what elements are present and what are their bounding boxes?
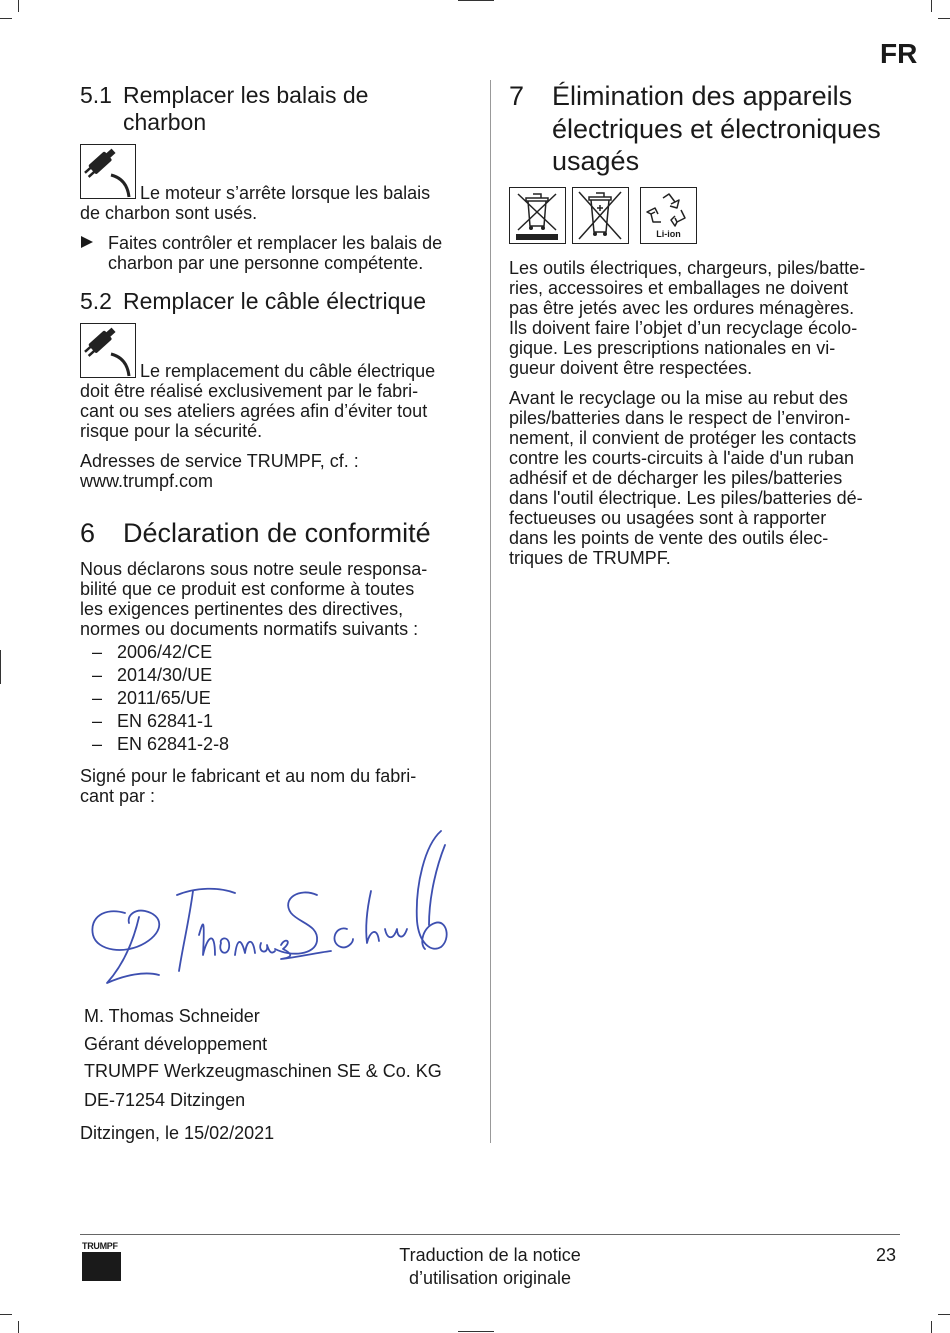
note-text: cant ou ses ateliers agrées afin d’éviter tout — [80, 401, 428, 421]
logo-text: TRUMPF — [82, 1241, 118, 1251]
crop-mark — [458, 0, 494, 1]
battery-disposal-bin-icon — [572, 187, 629, 244]
section-6-heading — [80, 517, 480, 550]
logo-block — [82, 1252, 121, 1281]
company-name: TRUMPF Werkzeugmaschinen SE & Co. KG — [84, 1061, 442, 1081]
section-title-line: charbon — [123, 109, 207, 135]
body-text: gique. Les prescriptions nationales en vi- — [509, 338, 836, 358]
section-title-line: électriques et électroniques — [552, 113, 881, 144]
dash-bullet: – — [92, 642, 103, 662]
body-text: Nous déclarons sous notre seule responsa- — [80, 559, 428, 579]
section-number: 6 — [80, 518, 96, 548]
section-title-line: Déclaration de conformité — [123, 518, 431, 548]
body-text: piles/batteries dans le respect de l’environ- — [509, 408, 851, 428]
body-text: les exigences pertinentes des directives, — [80, 599, 404, 619]
crop-mark — [938, 18, 950, 19]
step-arrow-icon — [81, 236, 93, 248]
body-text: nement, il convient de protéger les contacts — [509, 428, 857, 448]
weee-crossed-bin-icon — [509, 187, 566, 244]
body-text: dans l'outil électrique. Les piles/batteries dé- — [509, 488, 863, 508]
dash-bullet: – — [92, 734, 103, 754]
unplug-icon — [80, 323, 136, 378]
body-text: contre les courts-circuits à l'aide d'un ruban — [509, 448, 855, 468]
unplug-icon — [80, 144, 136, 199]
body-text: Avant le recyclage ou la mise au rebut des — [509, 388, 848, 408]
crop-mark — [18, 1321, 19, 1333]
service-url-link[interactable]: www.trumpf.com — [80, 471, 214, 491]
step-text: Faites contrôler et remplacer les balais de — [108, 233, 443, 253]
directive-value: EN 62841-1 — [117, 711, 214, 731]
body-text: adhésif et de décharger les piles/batteries — [509, 468, 843, 488]
directive-list — [80, 642, 480, 757]
dash-bullet: – — [92, 711, 103, 731]
body-text: dans les points de vente des outils élec- — [509, 528, 829, 548]
section-title-line: usagés — [552, 146, 640, 176]
crop-mark — [938, 1314, 950, 1315]
body-text: normes ou documents normatifs suivants : — [80, 619, 419, 639]
disposal-paragraph-1 — [509, 258, 929, 378]
dash-bullet: – — [92, 688, 103, 708]
body-text: Les outils électriques, chargeurs, piles/batte- — [509, 258, 866, 278]
footer-caption — [340, 1244, 640, 1290]
signer-name: M. Thomas Schneider — [84, 1006, 260, 1026]
section-number: 5.1 — [80, 82, 112, 108]
body-text: ries, accessoires et emballages ne doivent — [509, 278, 849, 298]
crop-mark — [0, 650, 1, 684]
trumpf-logo — [82, 1241, 122, 1281]
crop-mark — [18, 0, 19, 12]
body-text: triques de TRUMPF. — [509, 548, 671, 568]
signature-image — [85, 825, 455, 995]
dash-bullet: – — [92, 665, 103, 685]
section-number: 5.2 — [80, 288, 112, 314]
section-7-heading — [509, 80, 929, 180]
recycling-icon — [640, 187, 697, 244]
column-divider — [490, 80, 491, 1143]
footer-rule — [80, 1234, 900, 1235]
directive-value: 2006/42/CE — [117, 642, 213, 662]
step-text: charbon par une personne compétente. — [108, 253, 424, 273]
page-number: 23 — [876, 1245, 897, 1265]
body-text: pas être jetés avec les ordures ménagères. — [509, 298, 855, 318]
note-text: Le moteur s’arrête lorsque les balais — [140, 183, 431, 203]
note-text: risque pour la sécurité. — [80, 421, 263, 441]
section-title-line: Remplacer les balais de — [123, 82, 369, 108]
body-text: cant par : — [80, 786, 156, 806]
section-number: 7 — [509, 81, 525, 111]
note-text: de charbon sont usés. — [80, 203, 258, 223]
crop-mark — [931, 1321, 932, 1333]
directive-value: 2014/30/UE — [117, 665, 213, 685]
footer-caption-line: Traduction de la notice — [399, 1245, 581, 1265]
li-ion-label: Li-ion — [656, 229, 681, 239]
directive-value: 2011/65/UE — [117, 688, 211, 708]
disposal-paragraph-2 — [509, 388, 929, 568]
body-text: Ils doivent faire l’objet d’un recyclage écolo- — [509, 318, 858, 338]
section-5-2-heading — [80, 288, 480, 316]
body-text: bilité que ce produit est conforme à toutes — [80, 579, 415, 599]
body-text: Signé pour le fabricant et au nom du fabri- — [80, 766, 417, 786]
body-text: gueur doivent être respectées. — [509, 358, 753, 378]
section-title-line: Remplacer le câble électrique — [123, 288, 426, 314]
footer-caption-line: d’utilisation originale — [408, 1268, 572, 1288]
language-label: FR — [880, 38, 918, 69]
crop-mark — [0, 1314, 12, 1315]
company-city: DE-71254 Ditzingen — [84, 1090, 246, 1110]
crop-mark — [458, 1331, 494, 1332]
note-text: Le remplacement du câble électrique — [140, 361, 436, 381]
signer-role: Gérant développement — [84, 1034, 268, 1054]
crop-mark — [931, 0, 932, 12]
body-text: fectueuses ou usagées sont à rapporter — [509, 508, 827, 528]
signature-date: Ditzingen, le 15/02/2021 — [80, 1123, 275, 1143]
section-title-line: Élimination des appareils — [552, 81, 853, 111]
section-5-1-heading — [80, 82, 480, 138]
crop-mark — [0, 18, 12, 19]
note-text: doit être réalisé exclusivement par le fabri- — [80, 381, 419, 401]
directive-value: EN 62841-2-8 — [117, 734, 230, 754]
service-address-text: Adresses de service TRUMPF, cf. : — [80, 451, 359, 471]
